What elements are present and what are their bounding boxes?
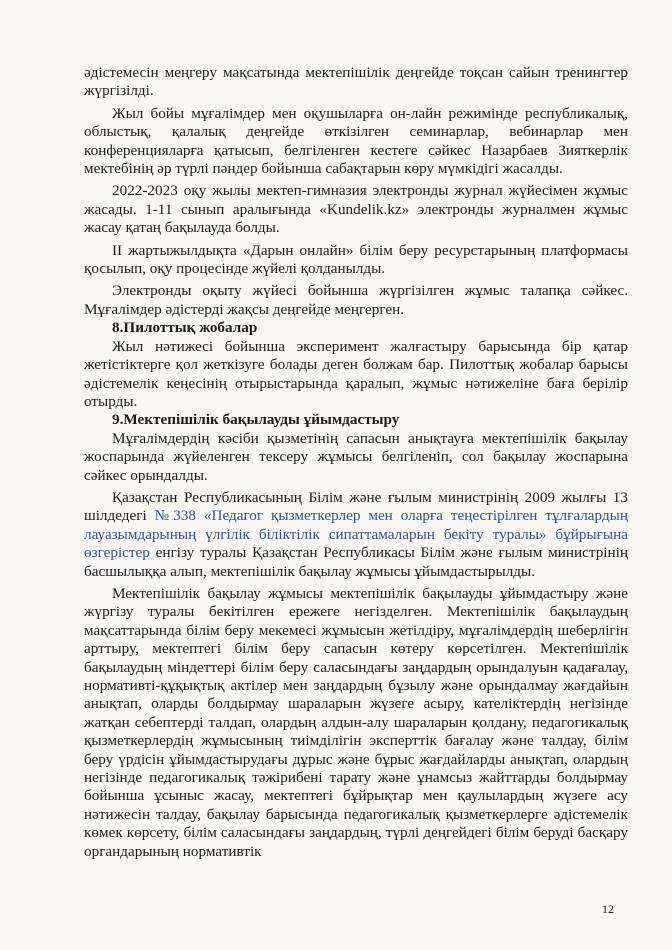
section-9-heading: 9.Мектепішілік бақылауды ұйымдастыру bbox=[112, 411, 400, 429]
section-9-paragraph-3: Мектепішілік бақылау жұмысы мектепішілік бақылауды ұйымдастыру және жүргізу туралы бекітілген ережеге негізделген. Мектепішілік бақылаудың мақсаттарында білім беру мекемесі жұмысын жетілдіру, мұғалімдердің шеберлігін арттыру, мектептегі білім беру сапасын көтеру көрсетілген. Мектепішілік бақылаудың міндеттері білім беру саласындағы заңдардың орындалуын қадағалау, нормативті-құқықтық актілер мен заңдардың бұзылу және орындалмау жағдайын анықтап, оларды болдырмау шараларын жүзеге асыру, кателіктердің негізінде жатқан себептерді талдап, олардың алдын-алу шараларын қолдану, педагогикалық қызметкерлердің жұмысының тиімділігін эксперттік бағалау және талдау, білім беру үрдісін ұйымдастырудағы дұрыс және бұрыс жағдайларды анықтап, олардың негізінде педагогикалық тәжірибені тарату және ұнамсыз жайттарды болдырмау бойынша ұсыныс жасау, мектептегі бұйрықтар мен қаулылардың жүзеге асу нәтижесін талдау, бақылау барысында педагогикалық қызметкерлерге әдістемелік көмек көрсету, білім саласындағы заңдардың, түрлі деңгейдегі білім беруді басқару органдарының нормативтік bbox=[84, 584, 628, 860]
paragraph-4: ІІ жартыжылдықта «Дарын онлайн» білім беру ресурстарының платформасы қосылып, оқу процесінде жүйелі қолданылды. bbox=[84, 241, 628, 278]
order-reference-start: Қазақстан Республикасының Білім және ғылым министрінің 2009 жылғы 13 шілдедегі bbox=[84, 488, 628, 525]
paragraph-2: Жыл бойы мұғалімдер мен оқушыларға он-лайн режимінде республикалық, облыстық, қалалық деңгейде өткізілген семинарлар, вебинарлар мен конференцияларға қатысып, белгіленген кестеге сәйкес Назарбаев Зияткерлік мектебінің әр түрлі пәндер бойынша сабақтарын көру мүмкідігі жасалды. bbox=[84, 104, 628, 178]
paragraph-5: Электронды оқыту жүйесі бойынша жүргізілген жұмыс талапқа сәйкес. Мұғалімдер әдістерді жақсы деңгейде меңгерген. bbox=[84, 282, 628, 318]
section-8-text: Жыл нәтижесі бойынша эксперимент жалғастыру барысында бір қатар жетістіктерге қол жеткізуге болады деген болжам бар. Пилоттық жобалар барысы әдістемелік кеңесінің отырыстарында қаралып, жұмыс нәтижеліне баға берілір отырды. bbox=[84, 337, 628, 410]
section-8-heading: 8.Пилоттық жобалар bbox=[112, 319, 258, 337]
paragraph-1: әдістемесін меңгеру мақсатында мектепішілік деңгейде тоқсан сайын тренингтер жүргізілді. bbox=[84, 64, 628, 100]
paragraph-3: 2022-2023 оқу жылы мектеп-гимназия электронды журнал жүйесімен жұмыс жасады. 1-11 сынып аралығында «Kundelik.kz» электронды журналмен жұмыс жасау қатаң бақылауда болды. bbox=[84, 182, 628, 237]
section-9-paragraph-2 bbox=[84, 489, 628, 581]
section-9-paragraph-1: Мұғалімдердің кәсіби қызметінің сапасын анықтауға мектепішілік бақылау жоспарында жүйеленген тексеру жұмысы белгіленіп, сол бақылау жоспарына сәйкес орындалды. bbox=[84, 429, 628, 484]
order-reference-end: енгізу туралы Қазақстан Республикасы Білім және ғылым министрінің басшылыққа алып, мектепішілік бақылау жұмысы ұйымдастырылды. bbox=[84, 544, 628, 580]
page-content bbox=[84, 64, 628, 861]
order-reference-link: №338 «Педагог қызметкерлер мен оларға теңестірілген тұлғалардың лауазымдарының үлгілік біліктілік сипаттамаларын бекіту туралы» бұйрығына өзгерістер bbox=[84, 507, 629, 562]
page-number: 12 bbox=[602, 902, 614, 916]
